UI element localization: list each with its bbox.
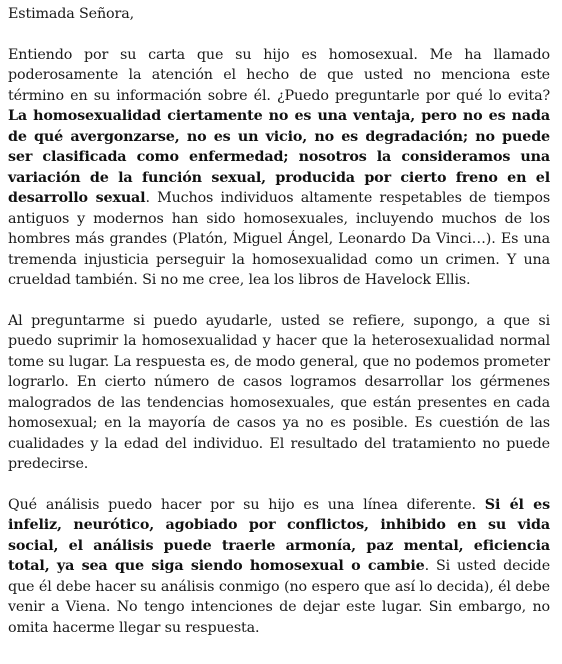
- letter-body: [8, 0, 550, 638]
- paragraph-2-text: Al preguntarme si puedo ayudarle, usted se refiere, supongo, a que si puedo suprimir la homosexualidad y hacer que la heterosexualidad normal tome su lugar. La respuesta es, de modo general, que no podemos prometer lograrlo. En cierto número de casos logramos desarrollar los gérmenes malogrados de las tendencias homosexuales, que están presentes en cada homosexual; en la mayoría de casos ya no es posible. Es cuestión de las cualidades y la edad del individuo. El resultado del tratamiento no puede predecirse.: [8, 312, 550, 472]
- paragraph-3-bold-text: Si él es infeliz, neurótico, agobiado por conflictos, inhibido en su vida social, el análisis puede traerle armonía, paz mental, eficiencia total, ya sea que siga siendo homosexual o cambie: [8, 496, 550, 574]
- paragraph-1: [8, 45, 550, 291]
- salutation: Estimada Señora,: [8, 6, 134, 22]
- paragraph-3-text-continued: . Si usted decide que él debe hacer su análisis conmigo (no espero que así lo decida), él debe venir a Viena. No tengo intenciones de dejar este lugar. Sin embargo, no omita hacerme llegar su respuesta.: [8, 558, 550, 636]
- paragraph-3: [8, 495, 550, 639]
- paragraph-3-text: Qué análisis puedo hacer por su hijo es una línea diferente.: [8, 496, 485, 513]
- paragraph-2: [8, 311, 550, 475]
- paragraph-1-bold-text: La homosexualidad ciertamente no es una ventaja, pero no es nada de qué avergonzarse, no es un vicio, no es degradación; no puede ser clasificada como enfermedad; nosotros la consideramos una variación de la función sexual, producida por cierto freno en el desarrollo sexual: [8, 108, 550, 206]
- paragraph-1-text-continued: . Muchos individuos altamente respetables de tiempos antiguos y modernos han sido homosexuales, incluyendo muchos de los hombres más grandes (Platón, Miguel Ángel, Leonardo Da Vinci…). Es una tremenda injusticia perseguir la homosexualidad como un crimen. Y una crueldad también. Si no me cree, lea los libros de Havelock Ellis.: [8, 190, 551, 288]
- paragraph-1-text: Entiendo por su carta que su hijo es homosexual. Me ha llamado poderosamente la atención el hecho de que usted no menciona este término en su información sobre él. ¿Puedo preguntarle por qué lo evita?: [8, 46, 550, 104]
